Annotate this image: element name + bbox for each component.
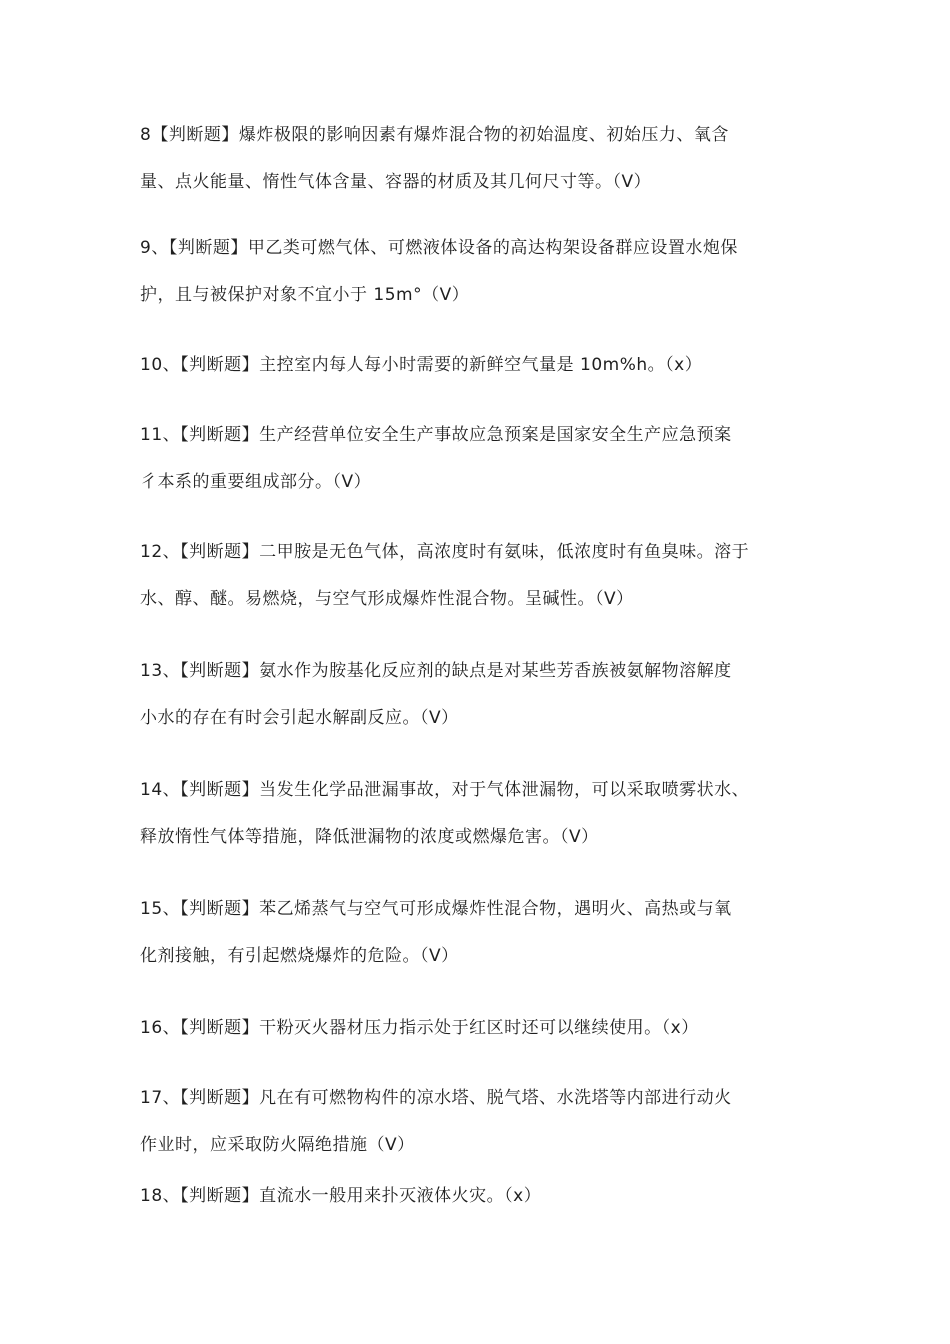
question-text-line: 12、【判断题】二甲胺是无色气体，高浓度时有氨味，低浓度时有鱼臭味。溶于	[140, 542, 750, 562]
question-text-line: 13、【判断题】氨水作为胺基化反应剂的缺点是对某些芳香族被氨解物溶解度	[140, 661, 732, 681]
question-text-line: 18、【判断题】直流水一般用来扑灭液体火灾。（x）	[140, 1186, 542, 1206]
question-text-line: 水、醇、醚。易燃烧，与空气形成爆炸性混合物。呈碱性。（V）	[140, 589, 634, 609]
question-text-line: 释放惰性气体等措施，降低泄漏物的浓度或燃爆危害。（V）	[140, 827, 599, 847]
question-14	[140, 780, 820, 847]
question-13	[140, 661, 820, 728]
question-text-line: 护，且与被保护对象不宜小于 15m°（V）	[140, 285, 470, 305]
question-16	[140, 1018, 820, 1038]
question-text-line: 作业时，应采取防火隔绝措施（V）	[140, 1135, 415, 1155]
question-9	[140, 238, 820, 305]
question-11	[140, 425, 820, 492]
question-text-line: 彳本系的重要组成部分。（V）	[140, 472, 372, 492]
question-text-line: 小水的存在有时会引起水解副反应。（V）	[140, 708, 459, 728]
question-text-line: 14、【判断题】当发生化学品泄漏事故，对于气体泄漏物，可以采取喷雾状水、	[140, 780, 750, 800]
question-15	[140, 899, 820, 966]
question-8	[140, 125, 820, 192]
question-text-line: 9、【判断题】甲乙类可燃气体、可燃液体设备的高达构架设备群应设置水炮保	[140, 238, 738, 258]
question-text-line: 17、【判断题】凡在有可燃物构件的凉水塔、脱气塔、水洗塔等内部进行动火	[140, 1088, 732, 1108]
question-10	[140, 355, 820, 375]
question-text-line: 10、【判断题】主控室内每人每小时需要的新鲜空气量是 10m%h。（x）	[140, 355, 703, 375]
question-text-line: 量、点火能量、惰性气体含量、容器的材质及其几何尺寸等。（V）	[140, 172, 652, 192]
question-12	[140, 542, 820, 609]
question-text-line: 15、【判断题】苯乙烯蒸气与空气可形成爆炸性混合物，遇明火、高热或与氧	[140, 899, 732, 919]
question-18	[140, 1186, 820, 1206]
question-text-line: 化剂接触，有引起燃烧爆炸的危险。（V）	[140, 946, 459, 966]
question-17	[140, 1088, 820, 1155]
question-text-line: 11、【判断题】生产经营单位安全生产事故应急预案是国家安全生产应急预案	[140, 425, 732, 445]
question-text-line: 16、【判断题】干粉灭火器材压力指示处于红区时还可以继续使用。（x）	[140, 1018, 699, 1038]
question-text-line: 8【判断题】爆炸极限的影响因素有爆炸混合物的初始温度、初始压力、氧含	[140, 125, 729, 145]
